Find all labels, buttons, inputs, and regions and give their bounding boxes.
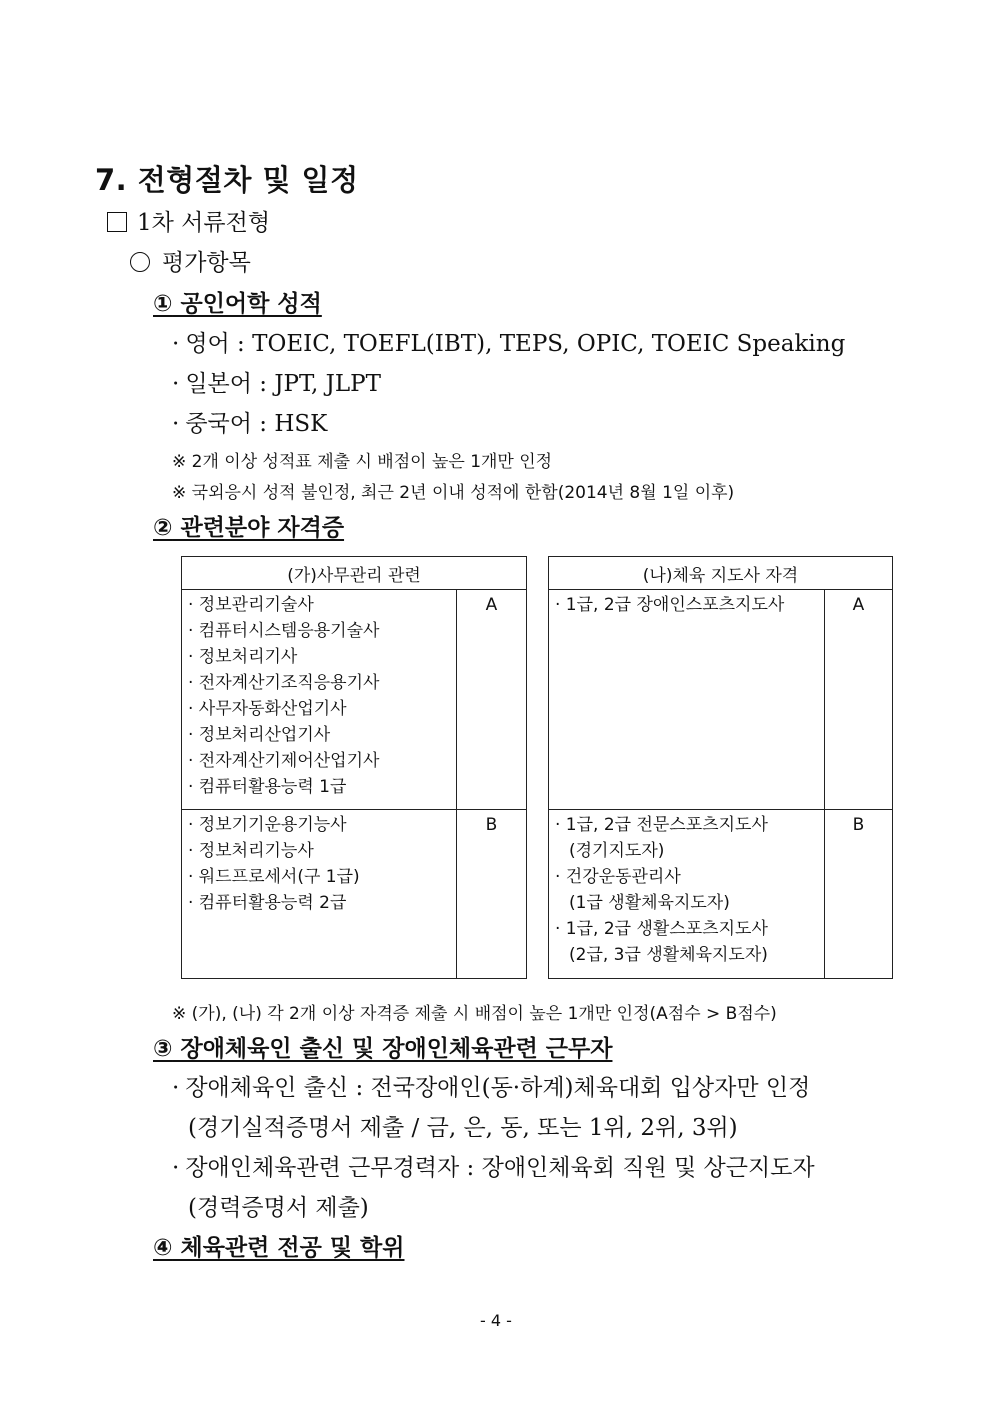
- subheading-number: ①: [153, 291, 173, 317]
- stage-label: 1차 서류전형: [137, 210, 271, 236]
- cert-note: ※ (가), (나) 각 2개 이상 자격증 제출 시 배점이 높은 1개만 인정(A점수 > B점수): [172, 1004, 777, 1024]
- subheading-title: 관련분야 자격증: [180, 515, 345, 541]
- criteria-heading: [130, 244, 251, 277]
- subheading-language: [153, 285, 322, 318]
- lang-item-japanese: · 일본어 : JPT, JLPT: [172, 371, 381, 397]
- table-cell-grade: A: [457, 590, 527, 810]
- cert-table-sports: [548, 556, 893, 979]
- lang-note-2: ※ 국외응시 성적 불인정, 최근 2년 이내 성적에 한함(2014년 8월 1일 이후): [172, 483, 735, 503]
- subheading-disabled-athlete: [153, 1030, 612, 1063]
- subheading-number: ③: [153, 1036, 173, 1062]
- table-cell-grade: B: [825, 810, 893, 979]
- checkbox-square-icon: [107, 212, 127, 232]
- section-title: 7. 전형절차 및 일정: [95, 163, 359, 197]
- table-cell-items: · 정보기기운용기능사 · 정보처리기능사 · 워드프로세서(구 1급) · 컴퓨터활용능력 2급: [182, 810, 457, 979]
- table-cell-grade: B: [457, 810, 527, 979]
- worker-item-detail: (경력증명서 제출): [188, 1195, 369, 1221]
- athlete-item: · 장애체육인 출신 : 전국장애인(동·하계)체육대회 입상자만 인정: [172, 1075, 811, 1101]
- table-cell-items: · 1급, 2급 장애인스포츠지도사: [549, 590, 825, 810]
- table-cell-items: · 정보관리기술사 · 컴퓨터시스템응용기술사 · 정보처리기사 · 전자계산기조직응용기사 · 사무자동화산업기사 · 정보처리산업기사 · 전자계산기제어산업기사 · 컴퓨터활용능력 1급: [182, 590, 457, 810]
- table-cell-grade: A: [825, 590, 893, 810]
- subheading-major-degree: [153, 1229, 404, 1262]
- subheading-number: ②: [153, 515, 173, 541]
- lang-item-chinese: · 중국어 : HSK: [172, 411, 328, 437]
- table-header: (가)사무관리 관련: [182, 557, 527, 590]
- lang-item-english: · 영어 : TOEIC, TOEFL(IBT), TEPS, OPIC, TOEIC Speaking: [172, 331, 846, 357]
- stage-heading: [107, 204, 270, 237]
- lang-note-1: ※ 2개 이상 성적표 제출 시 배점이 높은 1개만 인정: [172, 452, 553, 472]
- criteria-label: 평가항목: [162, 250, 251, 276]
- table-header: (나)체육 지도사 자격: [549, 557, 893, 590]
- subheading-title: 공인어학 성적: [180, 291, 322, 317]
- circle-bullet-icon: [130, 252, 150, 272]
- subheading-certificates: [153, 509, 344, 542]
- worker-item: · 장애인체육관련 근무경력자 : 장애인체육회 직원 및 상근지도자: [172, 1155, 815, 1181]
- cert-table-office: [181, 556, 527, 979]
- page-number: - 4 -: [480, 1311, 512, 1330]
- subheading-title: 체육관련 전공 및 학위: [180, 1235, 405, 1261]
- athlete-item-detail: (경기실적증명서 제출 / 금, 은, 동, 또는 1위, 2위, 3위): [188, 1115, 738, 1141]
- table-cell-items: · 1급, 2급 전문스포츠지도사 (경기지도자) · 건강운동관리사 (1급 생활체육지도자) · 1급, 2급 생활스포츠지도사 (2급, 3급 생활체육지도자): [549, 810, 825, 979]
- subheading-number: ④: [153, 1235, 173, 1261]
- subheading-title: 장애체육인 출신 및 장애인체육관련 근무자: [180, 1036, 613, 1062]
